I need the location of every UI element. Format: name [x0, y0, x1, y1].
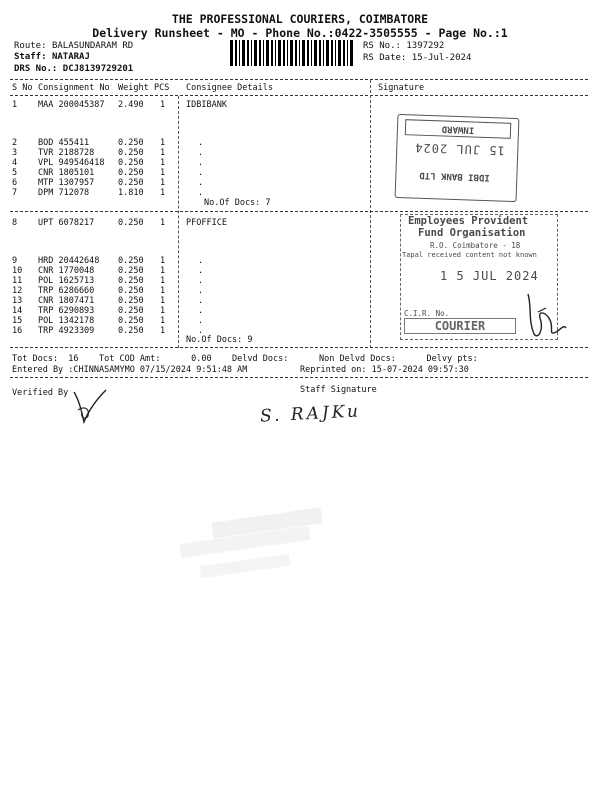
idbi-stamp-date: 15 JUL 2024 — [414, 140, 506, 158]
idbi-inward-label: INWARD — [405, 119, 511, 139]
barcode-bar — [263, 40, 264, 66]
barcode-bar — [266, 40, 269, 66]
row-weight: 0.250 — [118, 296, 144, 306]
idbi-bank-name: IDBI BANK LTD — [419, 169, 490, 183]
rs-no-value: 1397292 — [406, 41, 445, 51]
verified-by-label: Verified By — [12, 388, 69, 398]
row-consignment-no: HRD 20442648 — [38, 256, 100, 266]
group-separator — [10, 211, 588, 212]
entered-by: Entered By :CHINNASAMYMO 07/15/2024 9:51:48 AM — [12, 365, 248, 375]
row-sno: 10 — [12, 266, 23, 276]
barcode-bar — [290, 40, 293, 66]
epf-line-3: R.O. Coimbatore - 18 — [430, 241, 521, 250]
barcode-bar — [323, 40, 324, 66]
bleed-through-mark-3 — [200, 554, 291, 578]
row-weight: 0.250 — [118, 218, 144, 228]
barcode-bar — [287, 40, 288, 66]
barcode-bar — [314, 40, 317, 66]
row-sno: 13 — [12, 296, 23, 306]
row-consignment-no: TRP 6290893 — [38, 306, 95, 316]
row-consignee-detail: . — [198, 178, 204, 188]
barcode-bar — [283, 40, 285, 66]
barcode-bar — [230, 40, 233, 66]
epf-courier-box: COURIER — [404, 318, 516, 334]
rs-date-label: RS Date: — [363, 53, 407, 63]
barcode-bar — [235, 40, 237, 66]
row-weight: 0.250 — [118, 286, 144, 296]
row-weight: 0.250 — [118, 178, 144, 188]
barcode-bar — [347, 40, 348, 66]
row-consignment-no: TRP 6286660 — [38, 286, 95, 296]
barcode-bar — [254, 40, 257, 66]
rs-no-label: RS No.: — [363, 41, 401, 51]
epf-line-4: Tapal received content not known — [402, 251, 537, 259]
consignee-divider — [178, 96, 179, 348]
barcode-bar — [343, 40, 345, 66]
staff-line — [14, 52, 90, 62]
row-sno: 2 — [12, 138, 18, 148]
barcode-bar — [295, 40, 297, 66]
col-signature: Signature — [378, 83, 425, 93]
row-pcs: 1 — [160, 188, 166, 198]
row-consignment-no: CNR 1807471 — [38, 296, 95, 306]
row-pcs: 1 — [160, 138, 166, 148]
runsheet-title: Delivery Runsheet - MO - Phone No.:0422-3505555 - Page No.:1 — [92, 26, 508, 40]
row-consignment-no: VPL 949546418 — [38, 158, 105, 168]
row-pcs: 1 — [160, 286, 166, 296]
col-weight: Weight — [118, 83, 149, 93]
barcode-bar — [350, 40, 353, 66]
row-weight: 0.250 — [118, 276, 144, 286]
row-consignee-detail: . — [198, 188, 204, 198]
row-pcs: 1 — [160, 276, 166, 286]
rs-no-line — [363, 41, 444, 51]
table-top-rule — [10, 79, 588, 80]
row-consignee-detail: . — [198, 256, 204, 266]
barcode-bar — [335, 40, 336, 66]
row-sno: 7 — [12, 188, 18, 198]
row-weight: 1.810 — [118, 188, 144, 198]
reprinted-on: Reprinted on: 15-07-2024 09:57:30 — [300, 365, 469, 375]
row-pcs: 1 — [160, 148, 166, 158]
row-consignment-no: UPT 6078217 — [38, 218, 95, 228]
row-consignee-detail: . — [198, 148, 204, 158]
drs-value: DCJ8139729201 — [62, 64, 134, 74]
row-sno: 1 — [12, 100, 18, 110]
row-consignment-no: MTP 1307957 — [38, 178, 95, 188]
row-consignment-no: DPM 712078 — [38, 188, 90, 198]
group2-consignee: PFOFFICE — [186, 218, 227, 228]
barcode-bar — [302, 40, 305, 66]
row-pcs: 1 — [160, 296, 166, 306]
row-consignee-detail: . — [198, 138, 204, 148]
row-pcs: 1 — [160, 256, 166, 266]
barcode-bar — [251, 40, 252, 66]
row-consignee-detail: . — [198, 306, 204, 316]
rs-date-value: 15-Jul-2024 — [411, 53, 472, 63]
col-consignee: Consignee Details — [186, 83, 273, 93]
row-sno: 3 — [12, 148, 18, 158]
barcode-bar — [326, 40, 329, 66]
barcode-bar — [271, 40, 273, 66]
row-sno: 11 — [12, 276, 23, 286]
barcode — [230, 40, 356, 66]
drs-label: DRS No.: — [14, 64, 58, 74]
row-weight: 0.250 — [118, 168, 144, 178]
route-label: Route: — [14, 41, 47, 51]
group1-docs-count: No.Of Docs: 7 — [204, 198, 271, 208]
epf-line-2: Fund Organisation — [418, 227, 526, 239]
row-sno: 9 — [12, 256, 18, 266]
row-consignee-detail: . — [198, 158, 204, 168]
barcode-bar — [307, 40, 309, 66]
row-pcs: 1 — [160, 266, 166, 276]
barcode-bar — [319, 40, 321, 66]
drs-line — [14, 64, 133, 74]
col-sno: S No — [12, 83, 33, 93]
row-weight: 0.250 — [118, 266, 144, 276]
row-pcs: 1 — [160, 316, 166, 326]
group2-docs-count: No.Of Docs: 9 — [186, 335, 253, 345]
staff-label: Staff: — [14, 52, 47, 62]
row-consignment-no: TRP 4923309 — [38, 326, 95, 336]
signature-divider — [370, 80, 371, 348]
col-consignment: Consignment No — [38, 83, 110, 93]
row-pcs: 1 — [160, 178, 166, 188]
row-weight: 0.250 — [118, 306, 144, 316]
receiver-signature — [520, 290, 570, 344]
row-sno: 5 — [12, 168, 18, 178]
barcode-bar — [259, 40, 261, 66]
totals-line: Tot Docs: 16 Tot COD Amt: 0.00 Delvd Docs: Non Delvd Docs: Delvy pts: — [12, 354, 478, 364]
staff-handwritten-signature: S. RAJKu — [259, 401, 362, 427]
epf-stamp-date: 1 5 JUL 2024 — [440, 269, 539, 283]
barcode-bar — [247, 40, 249, 66]
row-consignment-no: POL 1342178 — [38, 316, 95, 326]
row-pcs: 1 — [160, 306, 166, 316]
header-bottom-rule — [10, 95, 588, 96]
barcode-bar — [338, 40, 341, 66]
row-consignment-no: CNR 1770048 — [38, 266, 95, 276]
row-consignment-no: TVR 2188728 — [38, 148, 95, 158]
barcode-bar — [242, 40, 245, 66]
barcode-bar — [299, 40, 300, 66]
row-pcs: 1 — [160, 100, 166, 110]
epf-line-1: Employees Provident — [408, 215, 529, 227]
row-consignee-detail: . — [198, 266, 204, 276]
footer-rule — [10, 377, 588, 378]
row-sno: 12 — [12, 286, 23, 296]
barcode-bar — [275, 40, 276, 66]
barcode-bar — [239, 40, 240, 66]
col-pcs: PCS — [154, 83, 170, 93]
company-name: THE PROFESSIONAL COURIERS, COIMBATORE — [171, 12, 429, 26]
row-consignee-detail: . — [198, 286, 204, 296]
row-consignee-detail: . — [198, 296, 204, 306]
row-consignee-detail: . — [198, 316, 204, 326]
row-sno: 8 — [12, 218, 18, 228]
row-sno: 6 — [12, 178, 18, 188]
row-sno: 14 — [12, 306, 23, 316]
barcode-bar — [278, 40, 281, 66]
staff-value: NATARAJ — [51, 52, 90, 62]
row-consignment-no: CNR 1805101 — [38, 168, 95, 178]
staff-signature-label: Staff Signature — [300, 385, 377, 395]
verifier-signature — [70, 382, 110, 428]
row-sno: 16 — [12, 326, 23, 336]
row-weight: 0.250 — [118, 316, 144, 326]
row-consignee-detail: . — [198, 326, 204, 336]
row-consignment-no: MAA 200045387 — [38, 100, 105, 110]
barcode-bar — [331, 40, 333, 66]
row-consignee-detail: . — [198, 168, 204, 178]
row-consignment-no: BOD 455411 — [38, 138, 90, 148]
epf-cir-label: C.I.R. No. — [404, 309, 450, 318]
row-consignment-no: POL 1625713 — [38, 276, 95, 286]
route-value: BALASUNDARAM RD — [51, 41, 134, 51]
row-sno: 15 — [12, 316, 23, 326]
idbi-inward-stamp — [395, 114, 520, 202]
group1-consignee: IDBIBANK — [186, 100, 227, 110]
route-line — [14, 41, 133, 51]
table-bottom-rule — [10, 347, 588, 348]
rs-date-line — [363, 53, 471, 63]
row-weight: 0.250 — [118, 138, 144, 148]
barcode-bar — [311, 40, 312, 66]
row-weight: 2.490 — [118, 100, 144, 110]
row-pcs: 1 — [160, 158, 166, 168]
row-weight: 0.250 — [118, 148, 144, 158]
row-sno: 4 — [12, 158, 18, 168]
row-weight: 0.250 — [118, 158, 144, 168]
row-weight: 0.250 — [118, 256, 144, 266]
row-pcs: 1 — [160, 218, 166, 228]
row-pcs: 1 — [160, 326, 166, 336]
row-consignee-detail: . — [198, 276, 204, 286]
row-pcs: 1 — [160, 168, 166, 178]
row-weight: 0.250 — [118, 326, 144, 336]
